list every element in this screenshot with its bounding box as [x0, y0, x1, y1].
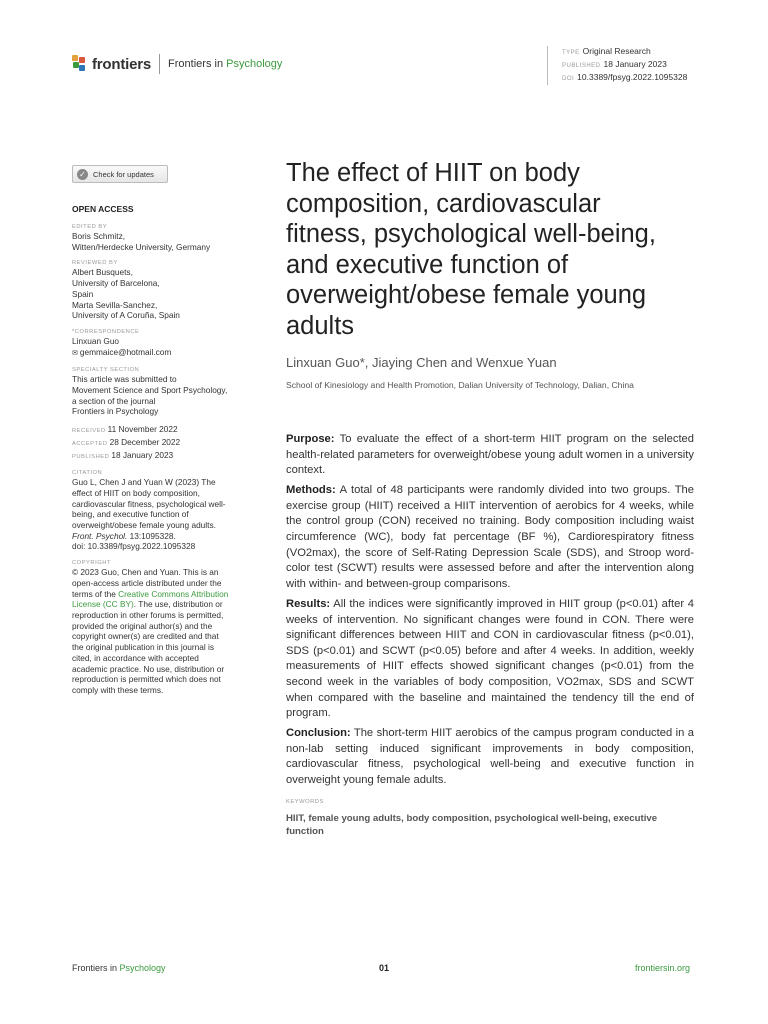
copyright-line: the original publication in this journal is [72, 642, 215, 653]
copyright-line: comply with these terms. [72, 684, 164, 695]
edited-by-line: Boris Schmitz, [72, 231, 126, 241]
citation-line: overweight/obese female young adults. [72, 520, 216, 531]
logo-text: frontiers [92, 55, 152, 73]
title-line: and executive function of [286, 250, 569, 279]
results-label: Results: [286, 597, 331, 610]
citation-section [72, 469, 254, 552]
copyright-line: © 2023 Guo, Chen and Yuan. This is an [72, 567, 219, 578]
footer-site-link[interactable]: frontiersin.org [635, 963, 691, 973]
footer-journal-prefix: Frontiers in [72, 963, 118, 973]
title-line: The effect of HIIT on body [286, 159, 580, 187]
article-title [286, 158, 716, 342]
reviewed-by-label: REVIEWED BY [72, 260, 118, 267]
logo-divider [159, 54, 160, 74]
citation-line: being, and executive function of [72, 509, 189, 520]
open-access-label: OPEN ACCESS [72, 204, 134, 214]
meta-doi-value[interactable]: 10.3389/fpsyg.2022.1095328 [577, 72, 688, 82]
received-value: 11 November 2022 [107, 424, 178, 435]
correspondence-section [72, 328, 254, 359]
edited-by-line: Witten/Herdecke University, Germany [72, 241, 211, 252]
received-label: RECEIVED [72, 428, 106, 435]
published-value: 18 January 2023 [111, 449, 174, 460]
journal-prefix: Frontiers in [168, 58, 224, 70]
copyright-after-link: . The use, distribution or [133, 599, 223, 610]
meta-published-value: 18 January 2023 [603, 59, 667, 69]
copyright-line: reproduction is permitted which does not [72, 674, 221, 685]
copyright-section [72, 559, 254, 695]
title-line: fitness, psychological well-being, [286, 220, 656, 249]
meta-doi [562, 72, 687, 85]
correspondence-name: Linxuan Guo [72, 335, 120, 346]
article-sidebar [72, 204, 254, 703]
methods-label: Methods: [286, 484, 336, 497]
specialty-line: Frontiers in Psychology [72, 406, 159, 417]
citation-line: cardiovascular fitness, psychological well- [72, 498, 226, 509]
received-date [72, 424, 254, 437]
citation-label: CITATION [72, 470, 103, 477]
methods-text: A total of 48 participants were randomly divided into two groups. The exercise group (HIIT) received a HIIT intervention of aerobics for 4 weeks, while the control group (CON) received no training. Body composition including waist circumference (WC), body fat percentage (BF %), Cardiorespiratory fitness (VO2max), the score of Self-Rating Depression Scale (SDS), and Stroop word-color test (SCWT) results were assessed before and after the intervention along with within- and between-group comparisons. [286, 484, 694, 590]
check-updates-label: Check for updates [93, 169, 154, 179]
reviewed-by-section [72, 259, 254, 321]
citation-journal-line [72, 531, 254, 542]
edited-by-section [72, 223, 254, 252]
reviewed-by-line: Albert Busquets, [72, 267, 133, 278]
conclusion-text: The short-term HIIT aerobics of the campus program conducted in a non-lab setting induced significant improvements in body composition, cardiovascular fitness, psychological well-being and executive function in overweight young female adults. [286, 727, 694, 786]
published-date [72, 450, 254, 463]
author-affiliation: School of Kinesiology and Health Promotion, Dalian University of Technology, Dalian, China [286, 380, 634, 390]
meta-published-label: PUBLISHED [562, 63, 601, 69]
specialty-label: SPECIALTY SECTION [72, 367, 140, 374]
abstract-results [286, 597, 694, 722]
citation-journal: Front. Psychol. [72, 530, 128, 541]
meta-type [562, 46, 687, 59]
copyright-license-line [72, 589, 254, 600]
specialty-line: a section of the journal [72, 395, 156, 406]
meta-published [562, 59, 687, 72]
page-number: 01 [379, 963, 390, 973]
specialty-line: This article was submitted to [72, 374, 177, 385]
meta-type-label: TYPE [562, 50, 580, 56]
published-label: PUBLISHED [72, 453, 110, 460]
copyright-line: open-access article distributed under the [72, 577, 222, 588]
reviewed-by-line: Spain [72, 288, 94, 299]
purpose-text: To evaluate the effect of a short-term HIIT program on the selected health-related parameters for overweight/obese young adult women in a university context. [286, 433, 694, 477]
keywords: HIIT, female young adults, body composition, psychological well-being, executive function [286, 813, 658, 837]
reviewed-by-line: University of Barcelona, [72, 278, 160, 289]
meta-doi-label: DOI [562, 76, 575, 82]
copyright-line: copyright owner(s) are credited and that [72, 631, 219, 642]
frontiers-logo-icon [72, 55, 88, 73]
results-text: All the indices were significantly improved in HIIT group (p<0.01) after 4 weeks of intervention. No significant changes were found in CON. There were significant differences between HIIT and CON in cardiovascular fitness (p<0.01), SDS (p<0.01) and SCWT (p<0.05) before and after 4 weeks. In addition, weekly measurements of HIIT effects showed significant changes (p<0.01) from the second week in the variables of body composition, VO2max, SDS and SCWT when compared with the baseline and maintained the tendency till the end of program. [286, 597, 694, 720]
citation-doi: doi: 10.3389/fpsyg.2022.1095328 [72, 541, 196, 552]
abstract-purpose [286, 432, 694, 479]
correspondence-label: *CORRESPONDENCE [72, 328, 140, 335]
keywords-label: KEYWORDS [286, 799, 324, 805]
journal-title: Psychology [226, 58, 283, 70]
conclusion-label: Conclusion: [286, 727, 351, 740]
title-line: composition, cardiovascular [286, 189, 601, 218]
citation-line: Guo L, Chen J and Yuan W (2023) The [72, 477, 216, 488]
correspondence-email[interactable]: gemmaice@hotmail.com [79, 346, 172, 357]
check-updates-icon: ✓ [77, 169, 88, 180]
journal-name [168, 58, 282, 70]
accepted-value: 28 December 2022 [109, 436, 181, 447]
specialty-section [72, 366, 254, 417]
citation-volume: 13:1095328. [127, 530, 176, 541]
article-meta [547, 46, 687, 85]
frontiers-logo[interactable] [72, 54, 282, 74]
mail-icon: ✉ [72, 349, 78, 357]
copyright-line: provided the original author(s) and the [72, 620, 213, 631]
abstract-conclusion [286, 726, 694, 788]
footer-journal-name: Psychology [119, 963, 166, 973]
copyright-license-line [72, 599, 254, 610]
reviewed-by-line: University of A Coruña, Spain [72, 310, 180, 321]
accepted-date [72, 437, 254, 450]
copyright-line: academic practice. No use, distribution or [72, 663, 225, 674]
abstract [286, 432, 694, 793]
specialty-line: Movement Science and Sport Psychology, [72, 385, 228, 396]
copyright-terms-prefix: terms of the [72, 588, 119, 599]
correspondence-email-row [72, 347, 254, 360]
copyright-label: COPYRIGHT [72, 560, 111, 567]
copyright-line: cited, in accordance with accepted [72, 652, 199, 663]
meta-type-value: Original Research [582, 46, 651, 56]
citation-line: effect of HIIT on body composition, [72, 487, 200, 498]
footer-journal [72, 963, 166, 973]
copyright-line: reproduction in other forums is permitted, [72, 609, 224, 620]
license-link[interactable]: License (CC BY) [72, 599, 134, 610]
check-for-updates-button[interactable] [72, 165, 168, 183]
accepted-label: ACCEPTED [72, 440, 108, 447]
edited-by-label: EDITED BY [72, 224, 108, 230]
reviewed-by-line: Marta Sevilla-Sanchez, [72, 299, 158, 310]
article-authors: Linxuan Guo*, Jiaying Chen and Wenxue Yuan [286, 355, 557, 370]
license-link[interactable]: Creative Commons Attribution [118, 588, 229, 599]
title-line: adults [286, 311, 355, 340]
abstract-methods [286, 483, 694, 592]
purpose-label: Purpose: [286, 433, 335, 445]
title-line: overweight/obese female young [286, 281, 647, 310]
dates-section [72, 424, 254, 462]
